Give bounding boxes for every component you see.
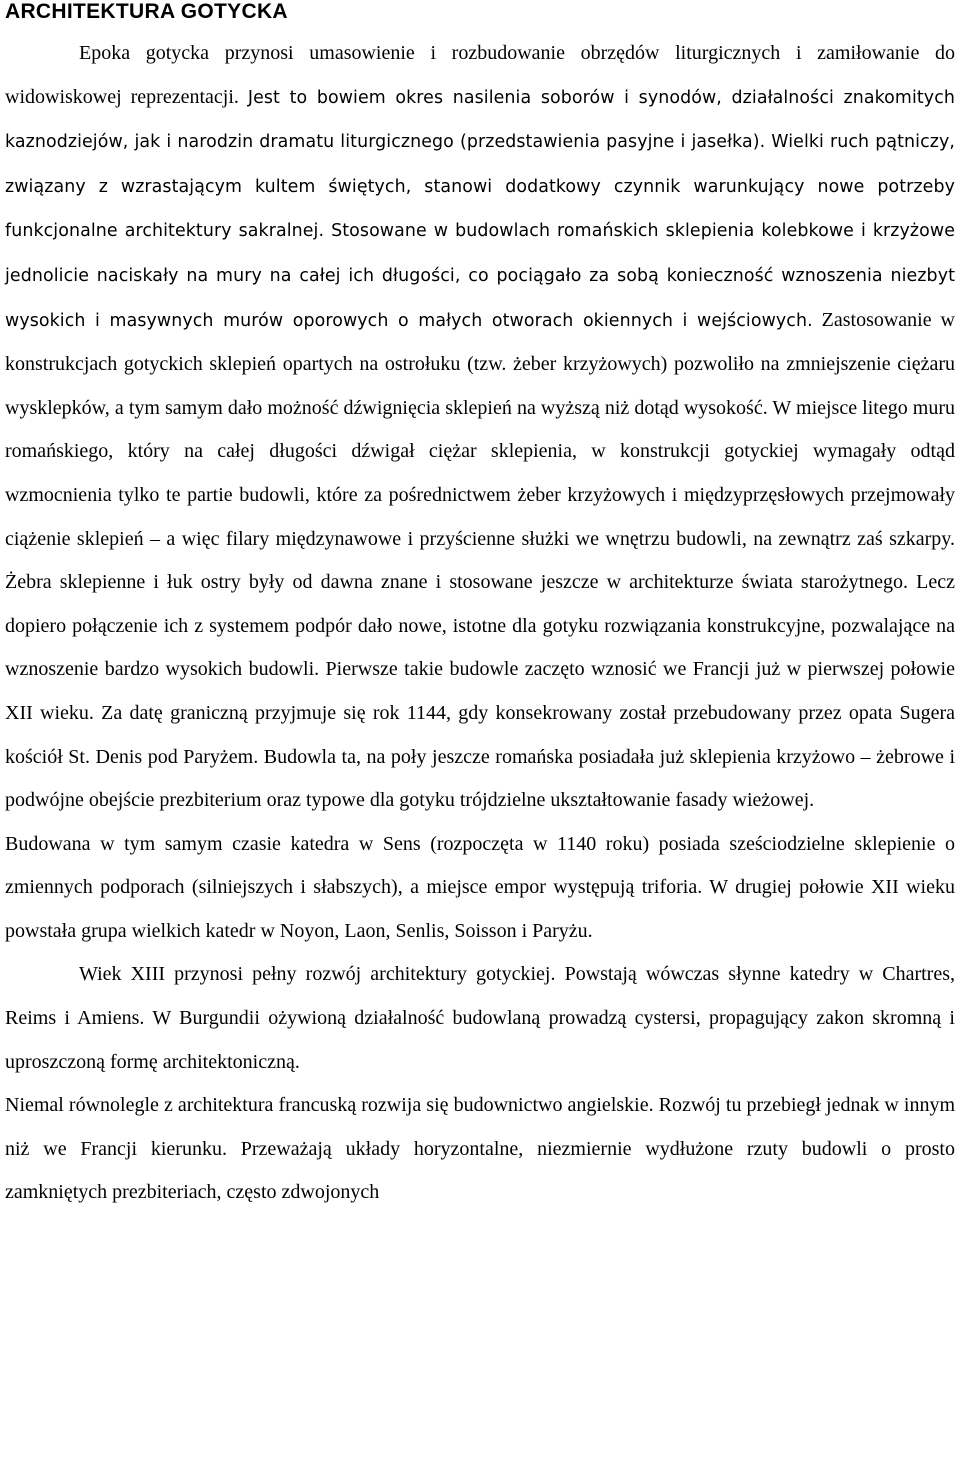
paragraph-2: Budowana w tym samym czasie katedra w Sens (rozpoczęta w 1140 roku) posiada sześciodzielne sklepienie o zmiennych podporach (silniejszych i słabszych), a miejsce empor występują triforia. W drugiej połowie XII wieku powstała grupa wielkich katedr w Noyon, Laon, Senlis, Soisson i Paryżu. xyxy=(5,832,955,942)
paragraph-1-part-3: Zastosowanie w konstrukcjach gotyckich sklepień opartych na ostrołuku (tzw. żeber krzyżowych) pozwoliło na zmniejszenie ciężaru wysklepków, a tym samym dało możność dźwignięcia sklepień na wyższą niż dotąd wysokość. W miejsce litego muru romańskiego, który na całej długości dźwigał ciężar sklepienia, w konstrukcji gotyckiej wymagały odtąd wzmocnienia tylko te partie budowli, które za pośrednictwem żeber krzyżowych i międzyprzęsłowych przejmowały ciążenie sklepień – a więc filary międzynawowe i przyścienne służki we wnętrzu budowli, na zewnątrz zaś szkarpy. Żebra sklepienne i łuk ostry były od dawna znane i stosowane jeszcze w architekturze świata starożytnego. Lecz dopiero połączenie ich z systemem podpór dało nowe, istotne dla gotyku rozwiązania konstrukcyjne, pozwalające na wznoszenie bardzo wysokich budowli. Pierwsze takie budowle zaczęto wznosić we Francji już w pierwszej połowie XII wieku. Za datę graniczną przyjmuje się rok 1144, gdy konsekrowany został przebudowany przez opata Sugera kościół St. Denis pod Paryżem. Budowla ta, na poły jeszcze romańska posiadała już sklepienia krzyżowo – żebrowe i podwójne obejście prezbiterium oraz typowe dla gotyku trójdzielne ukształtowanie fasady wieżowej. xyxy=(5,308,955,812)
paragraph-1-part-2: Jest to bowiem okres nasilenia soborów i synodów, działalności znakomitych kaznodziejów, jak i narodzin dramatu liturgicznego (przedstawienia pasyjne i jasełka). Wielki ruch pątniczy, związany z wzrastającym kultem świętych, stanowi dodatkowy czynnik warunkujący nowe potrzeby funkcjonalne architektury sakralnej. Stosowane w budowlach romańskich sklepienia kolebkowe i krzyżowe jednolicie naciskały na mury na całej ich długości, co pociągało za sobą konieczność wznoszenia niezbyt wysokich i masywnych murów oporowych o małych otworach okiennych i wejściowych. xyxy=(5,87,955,331)
paragraph-4: Niemal równolegle z architektura francuską rozwija się budownictwo angielskie. Rozwój tu przebiegł jednak w innym niż we Francji kierunku. Przeważają układy horyzontalne, niezmiernie wydłużone rzuty budowli o prosto zamkniętych prezbiteriach, często zdwojonych xyxy=(5,1094,955,1204)
paragraph-3: Wiek XIII przynosi pełny rozwój architektury gotyckiej. Powstają wówczas słynne katedry w Chartres, Reims i Amiens. W Burgundii ożywioną działalność budowlaną prowadzą cystersi, propagujący zakon skromną i uproszczoną formę architektoniczną. xyxy=(5,963,955,1073)
document-heading: ARCHITEKTURA GOTYCKA xyxy=(5,0,288,23)
paragraph-1-part-1: Epoka gotycka przynosi umasowienie i rozbudowanie obrzędów liturgicznych i zamiłowanie do widowiskowej reprezentacji. xyxy=(5,42,955,108)
paragraph-1 xyxy=(5,32,955,823)
document-page xyxy=(5,0,955,1215)
